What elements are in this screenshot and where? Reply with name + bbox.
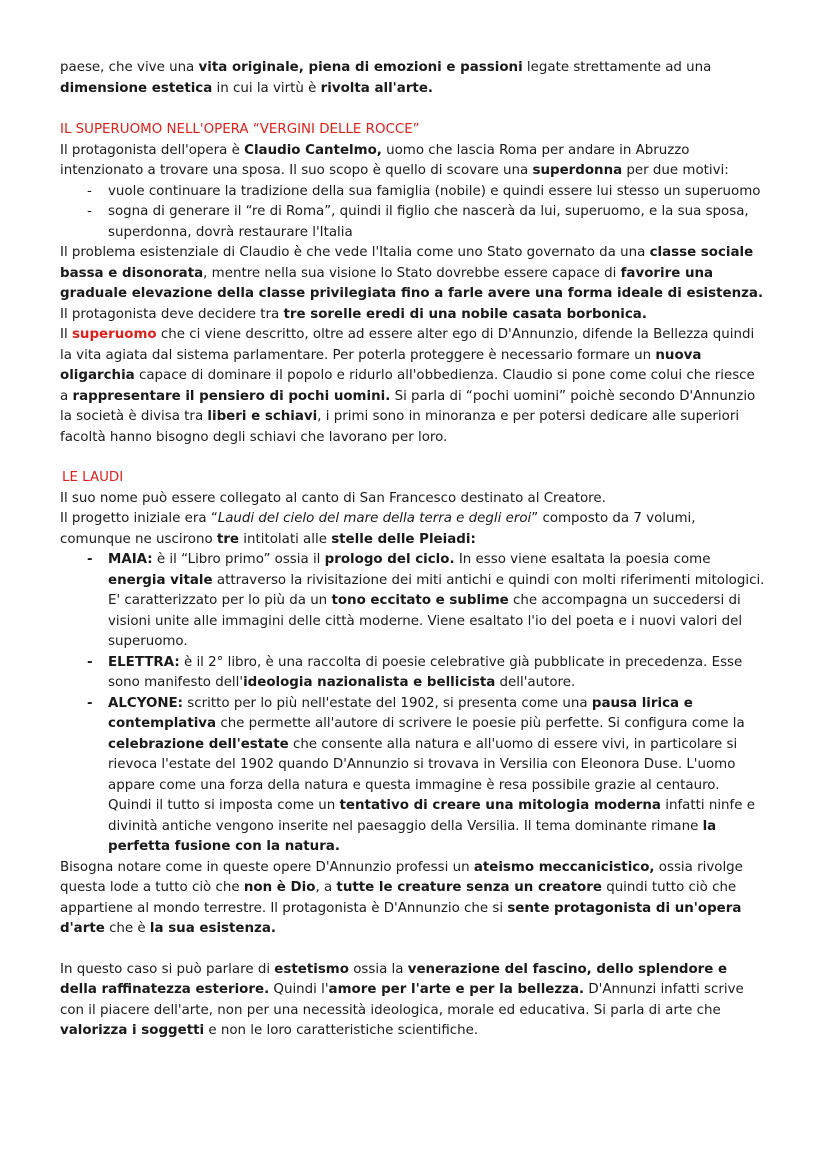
superuomo-paragraph-1 bbox=[60, 141, 766, 182]
italic-run: Laudi del cielo del mare della terra e degli eroi bbox=[217, 511, 532, 526]
bold-run: la sua esistenza. bbox=[149, 921, 276, 936]
bold-run: ELETTRA: bbox=[108, 654, 180, 670]
text-run: Quindi l' bbox=[269, 982, 329, 997]
text-run: attraverso la rivisitazione dei miti antichi e quindi con molti riferimenti mitologici. E' caratterizzato per lo più da un bbox=[108, 572, 765, 608]
laudi-paragraph-2 bbox=[60, 509, 766, 550]
text-run: infatti ninfe e divinità antiche vengono inserite nel paesaggio della Versilia. Il tema dominante rimane bbox=[108, 798, 755, 834]
text-run: D'Annunzi infatti scrive con il piacere dell'arte, non per una necessità ideologica, morale ed educativa. Si parla di arte che bbox=[60, 982, 744, 1018]
text-run: e non le loro caratteristiche scientifiche. bbox=[204, 1023, 479, 1038]
text-run: In esso viene esaltata la poesia come bbox=[454, 552, 711, 567]
laudi-paragraph-4 bbox=[60, 960, 766, 1042]
bold-run: energia vitale bbox=[108, 572, 213, 588]
bold-run: celebrazione dell'estate bbox=[108, 736, 289, 752]
bold-run: tre bbox=[216, 531, 240, 547]
bold-run: favorire una graduale elevazione della classe privilegiata fino a farle avere una forma ideale di esistenza. bbox=[60, 265, 764, 301]
text-run: ossia la bbox=[348, 961, 408, 977]
paragraph-spacer bbox=[60, 940, 766, 960]
text-run: uomo che lascia Roma per andare in Abruzzo intenzionato a trovare una sposa. Il suo scopo è quello di scovare una bbox=[60, 142, 690, 178]
bold-run: venerazione del fascino, dello splendore e della raffinatezza esteriore. bbox=[60, 961, 728, 997]
text-run: che ci viene descritto, oltre ad essere alter ego di D'Annunzio, difende la Bellezza quindi la vita agiata dal sistema parlamentare. Per poterla proteggere è necessario formare un bbox=[60, 327, 755, 363]
bold-run: liberi e schiavi bbox=[207, 409, 318, 424]
bold-run: tono eccitato e sublime bbox=[331, 593, 509, 608]
bold-run: estetismo bbox=[274, 961, 349, 977]
text-run: Si parla di “pochi uomini” poichè secondo D'Annunzio la società è divisa tra bbox=[60, 388, 756, 424]
bold-run: la perfetta fusione con la natura. bbox=[108, 818, 717, 854]
text-run: capace di dominare il popolo e ridurlo all'obbedienza. Claudio si pone come colui che riesce a bbox=[60, 368, 755, 404]
text-run: Bisogna notare come in queste opere D'Annunzio professi un bbox=[60, 859, 474, 875]
text-run: in cui la virtù è bbox=[212, 80, 321, 96]
bold-run: sente protagonista di un'opera d'arte bbox=[60, 900, 742, 936]
text-run: ossia rivolge questa lode a tutto ciò che bbox=[60, 859, 743, 895]
section-heading-superuomo: IL SUPERUOMO NELL'OPERA “VERGINI DELLE ROCCE” bbox=[60, 122, 420, 137]
bold-run: nuova oligarchia bbox=[60, 347, 702, 383]
list-item: - sogna di generare il “re di Roma”, quindi il figlio che nascerà da lui, superuomo, e la sua sposa, superdonna, dovrà restaurare l'Italia bbox=[60, 202, 766, 243]
text-run: paese, che vive una bbox=[60, 60, 199, 75]
bold-run: Claudio Cantelmo, bbox=[244, 142, 382, 158]
bold-run: tre sorelle eredi di una nobile casata borbonica. bbox=[283, 306, 647, 322]
list-item-elettra bbox=[60, 653, 766, 694]
text-run: dell'autore. bbox=[495, 675, 576, 690]
text-run: che accompagna un succedersi di visioni unite alle immagini delle città moderne. Viene esaltato l'io del poeta e i nuovi valori del superuomo. bbox=[108, 593, 743, 649]
bold-run: ALCYONE: bbox=[108, 695, 184, 711]
bold-run: dimensione estetica bbox=[60, 80, 213, 96]
bold-run: superdonna bbox=[532, 163, 623, 178]
bold-run: ateismo meccanicistico, bbox=[473, 859, 655, 875]
laudi-paragraph-1: Il suo nome può essere collegato al canto di San Francesco destinato al Creatore. bbox=[60, 490, 606, 506]
bold-run: amore per l'arte e per la bellezza. bbox=[328, 982, 585, 997]
laudi-paragraph-3 bbox=[60, 858, 766, 940]
text-run: , i primi sono in minoranza e per potersi dedicare alle superiori facoltà hanno bisogno degli schiavi che lavorano per loro. bbox=[60, 409, 740, 445]
text-run: Il protagonista dell'opera è bbox=[60, 142, 245, 158]
text-run: Il bbox=[60, 327, 72, 342]
text-run: Il protagonista deve decidere tra bbox=[60, 306, 284, 322]
bold-run: rappresentare il pensiero di pochi uomini. bbox=[72, 388, 391, 404]
bold-run: pausa lirica e contemplativa bbox=[108, 695, 693, 731]
text-run: ” composto da 7 volumi, comunque ne uscirono bbox=[60, 511, 696, 547]
bold-run: prologo del ciclo. bbox=[324, 552, 455, 567]
bold-run: MAIA: bbox=[108, 552, 153, 567]
text-run: intitolati alle bbox=[239, 531, 332, 547]
text-run: Il problema esistenziale di Claudio è che vede l'Italia come uno Stato governato da una bbox=[60, 245, 650, 260]
intro-paragraph bbox=[60, 58, 766, 99]
list-item: - vuole continuare la tradizione della sua famiglia (nobile) e quindi essere lui stesso un superuomo bbox=[60, 182, 766, 203]
bold-run: tutte le creature senza un creatore bbox=[336, 880, 602, 895]
list-item-alcyone bbox=[60, 694, 766, 858]
superuomo-paragraph-2 bbox=[60, 243, 766, 305]
bold-run: classe sociale bassa e disonorata bbox=[60, 245, 754, 281]
laudi-books-list bbox=[60, 550, 766, 858]
text-run: che permette all'autore di scrivere le poesie più perfette. Si configura come la bbox=[216, 716, 745, 731]
text-run: In questo caso si può parlare di bbox=[60, 961, 275, 977]
bold-run: vita originale, piena di emozioni e passioni bbox=[198, 60, 523, 75]
bold-run: rivolta all'arte. bbox=[320, 80, 433, 96]
text-run: , mentre nella sua visione lo Stato dovrebbe essere capace di bbox=[203, 265, 621, 281]
bold-run: stelle delle Pleiadi: bbox=[331, 531, 476, 547]
text-run: per due motivi: bbox=[622, 163, 729, 178]
bold-run: tentativo di creare una mitologia moderna bbox=[339, 798, 661, 813]
text-run: che consente alla natura e all'uomo di essere vivi, in particolare si rievoca l'estate del 1902 quando D'Annunzio si trovava in Versilia con Eleonora Duse. L'uomo appare come una forza della natura e questa immagine è resa possibile grazie al centauro. Quindi il tutto si imposta come un bbox=[108, 736, 738, 813]
text-run: Il progetto iniziale era “ bbox=[60, 511, 218, 526]
text-run: quindi tutto ciò che appartiene al mondo terrestre. Il protagonista è D'Annunzio che si bbox=[60, 880, 737, 916]
superuomo-paragraph-3 bbox=[60, 305, 766, 326]
text-run: è il 2° libro, è una raccolta di poesie celebrative già pubblicate in precedenza. Esse sono manifesto dell' bbox=[108, 654, 743, 690]
text-run: è il “Libro primo” ossia il bbox=[152, 552, 325, 567]
bold-run: non è Dio bbox=[243, 880, 316, 895]
highlight-run: superuomo bbox=[71, 327, 157, 342]
section-heading-laudi: LE LAUDI bbox=[62, 470, 124, 485]
list-item-maia bbox=[60, 550, 766, 653]
bold-run: ideologia nazionalista e bellicista bbox=[243, 675, 496, 690]
text-run: , a bbox=[315, 880, 337, 895]
text-run: legate strettamente ad una bbox=[522, 60, 712, 75]
superuomo-paragraph-4 bbox=[60, 325, 766, 448]
text-run: che è bbox=[104, 921, 150, 936]
text-run: scritto per lo più nell'estate del 1902, si presenta come una bbox=[183, 695, 592, 711]
bold-run: valorizza i soggetti bbox=[60, 1023, 205, 1038]
superuomo-motives-list bbox=[60, 182, 766, 244]
